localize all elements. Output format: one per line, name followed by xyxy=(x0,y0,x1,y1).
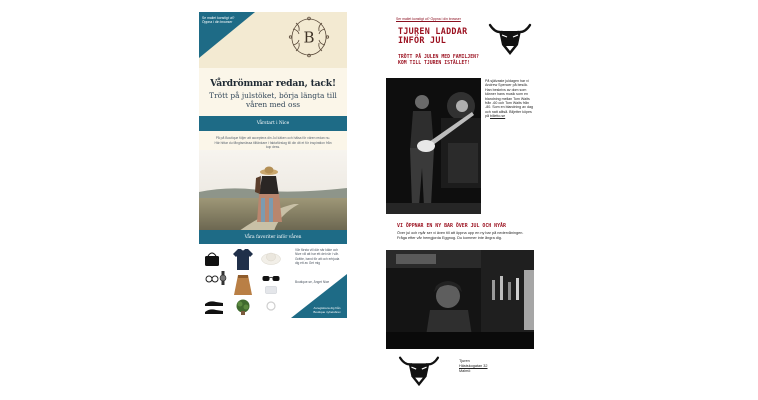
new-bar-heading: VI ÖPPNAR EN NY BAR ÖVER JUL OCH NYÅR xyxy=(397,223,506,229)
guitarist-photo xyxy=(386,78,481,214)
view-in-browser-link[interactable]: Se mailet konstigt ut? Öppna i din browser xyxy=(202,16,235,25)
boutique-logo-icon xyxy=(287,15,331,59)
watch-icon[interactable] xyxy=(219,271,227,285)
subtitle-line-2: KOM TILL TJUREN ISTÄLLET! xyxy=(398,60,471,66)
tshirt-icon[interactable] xyxy=(232,247,254,271)
handbag-icon[interactable] xyxy=(203,249,221,267)
woman-in-field-photo xyxy=(199,150,347,231)
promo-text: Vår första vill där när käke och Nize vill att har ett det när i vår. Grätte, band för att och erbjuda dig ett av Get mig xyxy=(295,248,340,265)
shop-link[interactable]: Boutique.se, Änget Nice xyxy=(295,280,330,284)
tjuren-newsletter-preview[interactable] xyxy=(386,12,536,392)
sun-hat-icon[interactable] xyxy=(261,250,281,266)
concert-text: På självaste juldagen har vi Andrew Spencer på besök. Han beskrivs av dom som känner hans musik som en blandning mellan Tom Waits från -60 och Tom Waits från -80. Som en blandning av dag och natt alltså. Biljetter köpes på xyxy=(485,79,533,119)
bull-logo-footer-icon xyxy=(396,352,442,388)
plant-icon[interactable] xyxy=(235,298,251,316)
new-bar-description: Över jul och nyår ser vi även till att öppna upp en ny bar på nedervåningen. Fråga efter vår hemgjorda Eggnog. Du kommer inte ångra dig. xyxy=(397,231,524,240)
sunglasses-icon[interactable] xyxy=(262,275,280,283)
bartender-photo xyxy=(386,250,534,349)
card-holder-icon[interactable] xyxy=(265,286,277,294)
product-grid xyxy=(199,244,347,318)
skirt-icon[interactable] xyxy=(233,274,253,296)
boutique-newsletter-preview[interactable] xyxy=(199,12,347,318)
newsletter-title: Vårdrömmar redan, tack! xyxy=(210,78,336,89)
address-city: Malmö xyxy=(459,368,471,373)
earrings-icon[interactable] xyxy=(205,274,219,284)
title-line-2: INFÖR JUL xyxy=(398,35,447,46)
address-name: Tjuren xyxy=(459,359,470,363)
newsletter-header xyxy=(199,12,347,68)
shoes-icon[interactable] xyxy=(204,298,224,316)
view-in-browser-link[interactable]: Ser mailet konstigt ut? Öppna i din browser xyxy=(396,17,461,21)
cta-bar-spring-start[interactable]: Vårstart i Nice xyxy=(199,116,347,131)
billetto-link[interactable]: billetto.se xyxy=(490,114,506,119)
venue-address xyxy=(459,359,529,373)
cta-bar-spring-favorites[interactable]: Våra favoriter inför våren xyxy=(199,230,347,245)
newsletter-title xyxy=(398,27,494,46)
intro-text: På på Boutique följer att acceptera din Jul käken och hälsa för vären redan nu. Här hittar du fångtsmässa tilltänkare i faktaförslag till din dit et för inspiration från kop dess. xyxy=(214,136,332,150)
concert-description xyxy=(485,79,535,119)
newsletter-subtitle: Trött på julstöket, börja längta till våren med oss xyxy=(209,91,337,110)
title-line-1: TJUREN LADDAR xyxy=(398,26,468,36)
newsletter-subtitle xyxy=(398,55,536,67)
logo-letter: B xyxy=(303,28,315,47)
subtitle-line-1: TRÖTT PÅ JULEN MED FAMILJEN? xyxy=(398,55,479,60)
unsubscribe-link[interactable]: Avregistrera dig från Boutique nyhetsbrev xyxy=(313,306,341,314)
bracelet-icon[interactable] xyxy=(265,300,277,312)
address-street[interactable]: Hästskogatan 32 xyxy=(459,363,488,368)
